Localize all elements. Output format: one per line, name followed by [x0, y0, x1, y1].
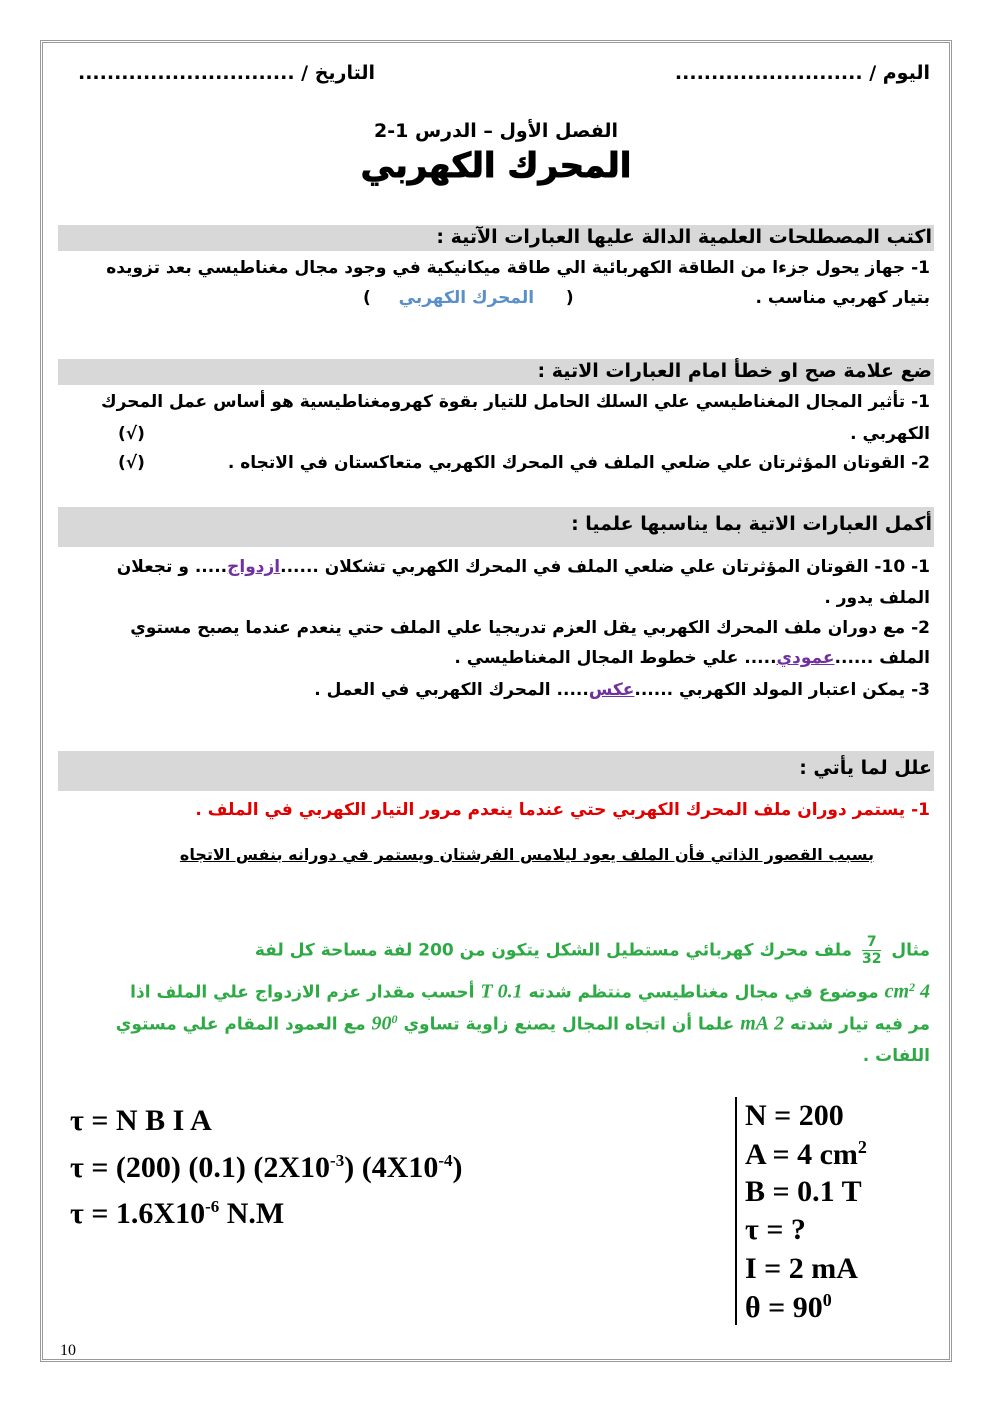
example-line2 [70, 980, 930, 1004]
s2-q1-line2: الكهربي . [850, 424, 930, 444]
s3-q2-text-a: الملف ...... [834, 648, 930, 668]
eq2-sup1: -3 [330, 1151, 345, 1170]
eq2-part-c: ) [452, 1151, 463, 1184]
s3-q3-line [70, 680, 930, 700]
given-a [745, 1137, 867, 1172]
chapter-label: الفصل الأول – الدرس 1-2 [373, 120, 619, 142]
date-field: التاريخ / .............................. [78, 62, 376, 84]
s2-q2-line: 2- القوتان المؤثرتان علي ضلعي الملف في المحرك الكهربي متعاكستان في الاتجاه . [227, 453, 930, 473]
given-b: B = 0.1 T [745, 1175, 862, 1208]
example-field: 0.1 T [480, 980, 523, 1003]
eq2-part-b: ) (4X10 [344, 1151, 439, 1184]
example-line3 [70, 1012, 930, 1036]
s3-q1-line1 [70, 557, 930, 577]
example-line4: اللفات . [862, 1046, 930, 1066]
close-paren: ) [363, 288, 371, 308]
given-a-text: A = 4 cm [745, 1138, 858, 1171]
given-theta-text: θ = 90 [745, 1291, 823, 1324]
s3-q2-line1: 2- مع دوران ملف المحرك الكهربي يقل العزم تدريجيا علي الملف حتي ينعدم عندما يصبح مستوي [130, 618, 930, 638]
example-angle-sup: 0 [391, 1012, 398, 1026]
eq3-sup: -6 [205, 1197, 220, 1216]
s3-q3-text-b: ..... المحرك الكهربي في العمل . [314, 680, 589, 700]
example-line2-a: موضوع في مجال مغناطيسي منتظم شدته [528, 982, 879, 1003]
section2-title: ضع علامة صح او خطأ امام العبارات الاتية : [537, 360, 932, 382]
eq3-part-b: N.M [219, 1197, 285, 1230]
s3-q2-answer: عمودي [776, 648, 835, 668]
section1-title: اكتب المصطلحات العلمية الدالة عليها العبارات الآتية : [436, 226, 932, 248]
example-line3-c: مع العمود المقام علي مستوي [115, 1014, 366, 1035]
given-tau: τ = ? [745, 1213, 806, 1246]
s4-a1: بسبب القصور الذاتي فأن الملف يعود ليلامس الفرشتان ويستمر في دورانه بنفس الاتجاه [179, 845, 874, 864]
example-area-sup: 2 [909, 980, 915, 994]
s3-q2-text-b: ..... علي خطوط المجال المغناطيسي . [454, 648, 777, 668]
s2-q1-mark: (√) [118, 424, 145, 444]
s3-q1-text-b: ..... و تجعلان [116, 557, 228, 577]
s1-q1-line2 [70, 288, 930, 308]
given-theta [745, 1290, 832, 1325]
s3-q1-text-a: 1- 10- القوتان المؤثرتان علي ضلعي الملف في المحرك الكهربي تشكلان ...... [280, 557, 930, 577]
example-line3-a: مر فيه تيار شدته [790, 1014, 930, 1035]
fraction-denominator: 32 [861, 951, 882, 967]
lesson-title: المحرك الكهربي [360, 146, 632, 186]
s4-q1: 1- يستمر دوران ملف المحرك الكهربي حتي عندما ينعدم مرور التيار الكهربي في الملف . [195, 800, 930, 820]
example-line2-b: أحسب مقدار عزم الازدواج علي الملف اذا [130, 982, 475, 1003]
s3-q1-answer: ازدواج [227, 557, 281, 577]
s3-q3-text-a: 3- يمكن اعتبار المولد الكهربي ...... [634, 680, 930, 700]
s3-q1-line2: الملف يدور . [824, 588, 930, 608]
s3-q3-answer: عكس [588, 680, 635, 700]
example-line1 [70, 934, 930, 967]
s2-q1-line1: 1- تأثير المجال المغناطيسي علي السلك الحامل للتيار بقوة كهرومغناطيسية هو أساس عمل المحرك [101, 392, 930, 412]
s2-q2-mark: (√) [118, 453, 145, 473]
solution-eq2 [70, 1151, 463, 1185]
given-i: I = 2 mA [745, 1252, 858, 1285]
s1-q1-answer: المحرك الكهربي [398, 288, 535, 308]
day-field: اليوم / .......................... [674, 62, 930, 84]
s1-q1-line1: 1- جهاز يحول جزءا من الطاقة الكهربائية الي طاقة ميكانيكية في وجود مجال مغناطيسي بعد تزويده [106, 258, 930, 278]
given-n: N = 200 [745, 1099, 844, 1132]
solution-eq3 [70, 1197, 284, 1231]
example-angle: 90 [371, 1012, 392, 1035]
example-fraction [862, 934, 881, 967]
example-line3-b: علما أن اتجاه المجال يصنع زاوية تساوي [403, 1014, 735, 1035]
example-intro: مثال [891, 940, 930, 961]
example-line1-text: ملف محرك كهربائي مستطيل الشكل يتكون من 200 لفة مساحة كل لفة [254, 940, 853, 961]
eq3-part-a: τ = 1.6X10 [70, 1197, 206, 1230]
given-theta-sup: 0 [822, 1290, 832, 1310]
s1-q1-text: بتيار كهربي مناسب . [755, 288, 930, 308]
solution-eq1: τ = N B I A [70, 1104, 212, 1137]
fraction-numerator: 7 [862, 934, 881, 951]
section4-title: علل لما يأتي : [799, 757, 932, 779]
section3-title: أكمل العبارات الاتية بما يناسبها علميا : [571, 513, 932, 535]
given-divider [735, 1097, 737, 1325]
example-area: 4 cm [884, 980, 930, 1003]
eq2-sup2: -4 [438, 1151, 453, 1170]
eq2-part-a: τ = (200) (0.1) (2X10 [70, 1151, 331, 1184]
example-current: 2 mA [740, 1012, 785, 1035]
given-a-sup: 2 [857, 1137, 867, 1157]
open-paren: ( [565, 288, 574, 308]
s3-q2-line2 [70, 648, 930, 668]
page-number: 10 [60, 1342, 76, 1359]
